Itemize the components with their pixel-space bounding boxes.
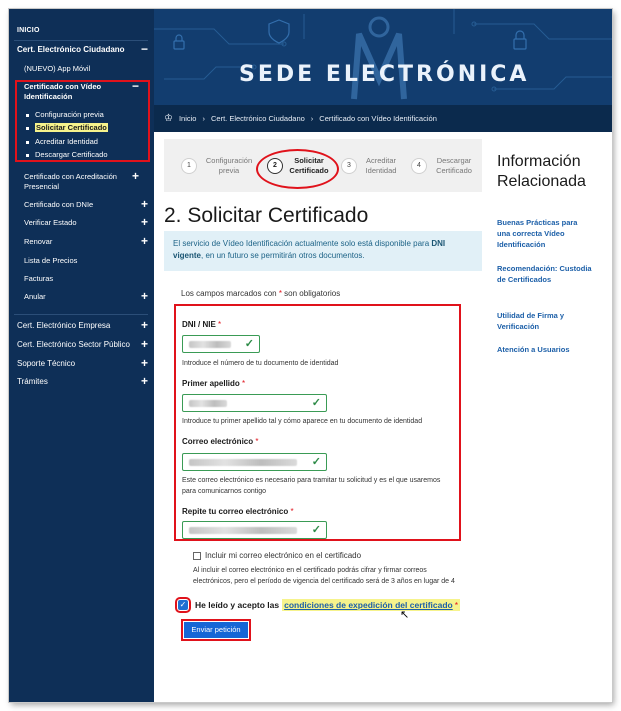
field-label-text: Primer apellido (182, 379, 240, 388)
sidebar-item-facturas[interactable] (24, 274, 148, 284)
plus-icon: + (140, 234, 148, 248)
accept-conditions (178, 596, 460, 614)
sidebar-section-label: Cert. Electrónico Sector Público (17, 340, 130, 349)
sidebar-section-tramites[interactable] (17, 374, 148, 388)
sidebar-section-label: Cert. Electrónico Ciudadano (17, 45, 125, 54)
email-field[interactable] (182, 453, 327, 471)
step-number: 3 (341, 158, 357, 174)
sidebar-item-precios[interactable] (24, 256, 148, 266)
sidebar-section-ciudadano[interactable] (17, 42, 148, 56)
check-icon: ✓ (311, 456, 321, 468)
step-label: Acreditar Identidad (365, 155, 397, 175)
plus-icon: + (140, 197, 148, 211)
apellido-label (182, 379, 245, 388)
step-4 (411, 156, 475, 176)
sidebar-item-label: Certificado con Acreditación Presencial (24, 172, 117, 191)
header-banner (154, 9, 612, 105)
include-email-label: Incluir mi correo electrónico en el certificado (205, 551, 362, 560)
sidebar-item-acreditar[interactable] (26, 137, 98, 146)
redacted-value (189, 400, 227, 407)
page-title: 2. Solicitar Certificado (164, 204, 369, 227)
sidebar-item-label: Acreditar Identidad (35, 137, 98, 146)
check-icon: ✓ (311, 397, 321, 409)
field-label-text: Correo electrónico (182, 437, 254, 446)
step-label: Descargar Certificado (436, 155, 472, 175)
step-number: 2 (267, 158, 283, 174)
conditions-link[interactable]: condiciones de expedición del certificado (284, 600, 453, 610)
sidebar-section-soporte[interactable] (17, 356, 148, 370)
submit-button[interactable]: Enviar petición (184, 622, 248, 638)
divider (14, 314, 148, 315)
red-highlight-ellipse (256, 149, 339, 189)
step-label: Configuración previa (205, 155, 253, 175)
circuit-background-icon (154, 9, 612, 105)
sidebar-item-label: (NUEVO) App Móvil (24, 64, 91, 73)
sidebar-item-label: Lista de Precios (24, 256, 78, 265)
required-star: * (255, 437, 259, 446)
info-text: El servicio de Vídeo Identificación actualmente solo está disponible para (173, 239, 432, 248)
redacted-value (189, 341, 231, 348)
divider (14, 40, 148, 41)
crown-icon: ♔ (164, 113, 173, 124)
sidebar-item-solicitar[interactable] (26, 123, 108, 132)
sidebar-section-label: Cert. Electrónico Empresa (17, 321, 111, 330)
sidebar-item-anular[interactable] (24, 289, 148, 303)
field-label-text: DNI / NIE (182, 320, 216, 329)
sidebar-item-label: Certificado con DNIe (24, 200, 94, 209)
required-note-text: son obligatorios (281, 289, 341, 298)
required-star: * (278, 289, 282, 298)
sidebar-item-label: Solicitar Certificado (36, 123, 107, 132)
sidebar-item-app-movil[interactable] (24, 64, 148, 74)
sidebar-item-configuracion[interactable] (26, 110, 104, 119)
include-email-checkbox[interactable] (193, 552, 201, 560)
step-3 (341, 156, 399, 176)
related-link-buenas-practicas[interactable]: Buenas Prácticas para una correcta Vídeo Identificación (497, 218, 578, 249)
required-star: * (242, 379, 246, 388)
include-email-help: Al incluir el correo electrónico en el certificado podrás cifrar y firmar correos electrónicos, pero el período de vigencia del certificado será de 3 años en lugar de 4 (193, 567, 455, 585)
plus-icon: + (140, 374, 148, 388)
minus-icon: − (140, 42, 148, 56)
breadcrumb-item-inicio[interactable]: Inicio (178, 114, 197, 123)
sidebar-section-sector-publico[interactable] (17, 337, 148, 351)
dni-label (182, 320, 221, 329)
minus-icon: − (131, 79, 139, 93)
email-repeat-label (182, 507, 294, 516)
required-star: * (454, 600, 459, 610)
required-star: * (218, 320, 222, 329)
mouse-pointer-icon: ↖ (400, 609, 410, 621)
required-note-text: Los campos marcados con (181, 289, 279, 298)
site-title: SEDE ELECTRÓNICA (239, 62, 530, 87)
apellido-help: Introduce tu primer apellido tal y cómo aparece en tu documento de identidad (182, 418, 423, 425)
sidebar-section-label: Trámites (17, 377, 48, 386)
breadcrumb-item-ciudadano[interactable]: Cert. Electrónico Ciudadano (210, 114, 305, 123)
email-label (182, 437, 259, 446)
plus-icon: + (140, 215, 148, 229)
related-link-atencion[interactable]: Atención a Usuarios (497, 345, 570, 354)
shield-icon (269, 20, 289, 43)
plus-icon: + (140, 289, 148, 303)
sidebar-item-renovar[interactable] (24, 234, 148, 248)
email-help: Este correo electrónico es necesario para tramitar tu solicitud y es el que usaremos para comunicarnos contigo (182, 477, 441, 495)
required-star: * (290, 507, 294, 516)
sidebar-item-label: Verificar Estado (24, 218, 77, 227)
redacted-value (189, 527, 297, 534)
email-repeat-field[interactable] (182, 521, 327, 539)
plus-icon: + (140, 337, 148, 351)
sidebar-section-label: Soporte Técnico (17, 359, 76, 368)
sidebar-item-label: Anular (24, 292, 46, 301)
sidebar-item-descargar[interactable] (26, 150, 108, 159)
sidebar-item-label: Configuración previa (35, 110, 104, 119)
related-title-line: Relacionada (497, 173, 586, 190)
field-label-text: Repite tu correo electrónico (182, 507, 289, 516)
accept-checkbox[interactable]: ✓ (179, 600, 187, 609)
accept-text: He leído y acepto las (195, 600, 280, 610)
dni-help: Introduce el número de tu documento de identidad (182, 360, 339, 367)
dni-field[interactable] (182, 335, 260, 353)
related-link-firma[interactable]: Utilidad de Firma y Verificación (497, 311, 565, 331)
redacted-value (189, 459, 297, 466)
sidebar-section-empresa[interactable] (17, 318, 148, 332)
check-icon: ✓ (311, 524, 321, 536)
chevron-right-icon: › (310, 114, 314, 123)
plus-icon: + (131, 169, 139, 183)
related-link-custodia[interactable]: Recomendación: Custodia de Certificados (497, 264, 592, 284)
info-alert (164, 231, 482, 271)
sidebar-item-inicio[interactable]: INICIO (17, 27, 40, 34)
breadcrumb (154, 105, 612, 132)
sidebar-item-presencial[interactable] (24, 169, 139, 192)
info-bold-text: DNI vigente (173, 239, 446, 260)
step-number: 1 (181, 158, 197, 174)
check-icon: ✓ (244, 338, 254, 350)
step-label: Solicitar Certificado (289, 155, 329, 175)
sidebar-item-label: Certificado con Vídeo Identificación (24, 82, 102, 101)
related-title-line: Información (497, 153, 581, 170)
sidebar-item-label: Renovar (24, 237, 53, 246)
info-text: , en un futuro se permitirán otros documentos. (201, 251, 365, 260)
related-title (497, 152, 586, 192)
required-note (181, 289, 340, 298)
sidebar-item-label: Descargar Certificado (35, 150, 108, 159)
sidebar-item-video-identificacion[interactable] (24, 79, 139, 102)
sidebar (9, 9, 154, 702)
chevron-right-icon: › (202, 114, 205, 123)
breadcrumb-item-video[interactable]: Certificado con Vídeo Identificación (319, 114, 437, 123)
step-1 (181, 156, 255, 176)
sidebar-item-verificar[interactable] (24, 215, 148, 229)
plus-icon: + (140, 356, 148, 370)
plus-icon: + (140, 318, 148, 332)
sidebar-item-label: Facturas (24, 274, 54, 283)
sidebar-item-dnie[interactable] (24, 197, 148, 211)
apellido-field[interactable] (182, 394, 327, 412)
step-number: 4 (411, 158, 427, 174)
